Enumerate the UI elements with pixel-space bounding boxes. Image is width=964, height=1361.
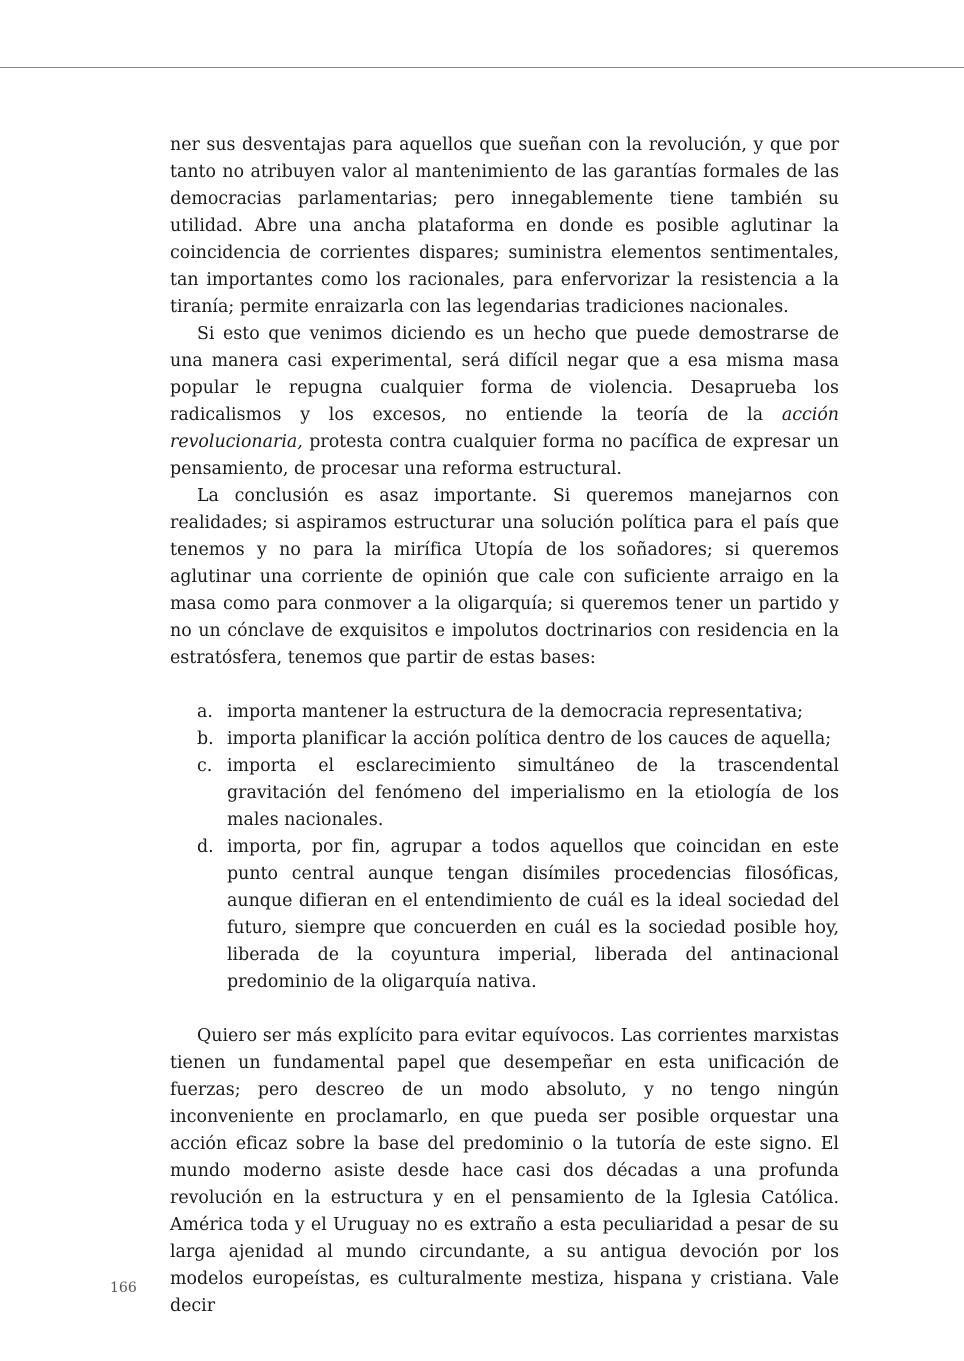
paragraph-1: ner sus desventajas para aquellos que sueñan con la revolución, y que por tanto no atribuyen valor al mantenimiento de las garantías formales de las democracias parlamentarias; pero innegablemente tiene también su utilidad. Abre una ancha plataforma en donde es posible aglutinar la coincidencia de corrientes dispares; suministra elementos sentimentales, tan importantes como los racionales, para enfervorizar la resistencia a la tiranía; permite enraizarla con las legendarias tradiciones nacionales. bbox=[170, 135, 839, 317]
paragraph-2-start: Si esto que venimos diciendo es un hecho que puede demostrarse de una manera casi experimental, será difícil negar que a esa misma masa popular le repugna cualquier forma de violencia. Desaprueba los radicalismos y los excesos, no entiende la teoría de la bbox=[170, 324, 839, 425]
header-rule bbox=[0, 67, 964, 68]
list-item bbox=[170, 699, 839, 726]
paragraph-2-italic: acción revolucionaria, bbox=[170, 405, 839, 452]
list-marker: d. bbox=[197, 837, 214, 857]
list-item-text: importa, por fin, agrupar a todos aquellos que coincidan en este punto central aunque tengan disímiles procedencias filosóficas, aunque difieran en el entendimiento de cuál es la ideal sociedad del futuro, siempre que concuerden en cuál es la sociedad posible hoy, liberada de la coyuntura imperial, liberada del antinacional predominio de la oligarquía nativa. bbox=[227, 837, 839, 992]
list-item bbox=[170, 726, 839, 753]
list-marker: c. bbox=[197, 756, 213, 776]
paragraph-3: La conclusión es asaz importante. Si queremos manejarnos con realidades; si aspiramos estructurar una solución política para el país que tenemos y no para la mirífica Utopía de los soñadores; si queremos aglutinar una corriente de opinión que cale con suficiente arraigo en la masa como para conmover a la oligarquía; si queremos tener un partido y no un cónclave de exquisitos e impolutos doctrinarios con residencia en la estratósfera, tenemos que partir de estas bases: bbox=[170, 486, 839, 668]
list-item bbox=[170, 834, 839, 996]
list-marker: a. bbox=[197, 702, 213, 722]
paragraph-4: Quiero ser más explícito para evitar equívocos. Las corrientes marxistas tienen un fundamental papel que desempeñar en esta unificación de fuerzas; pero descreo de un modo absoluto, y no tengo ningún inconveniente en proclamarlo, en que pueda ser posible orquestar una acción eficaz sobre la base del predominio o la tutoría de este signo. El mundo moderno asiste desde hace casi dos décadas a una profunda revolución en la estructura y en el pensamiento de la Iglesia Católica. América toda y el Uruguay no es extraño a esta peculiaridad a pesar de su larga ajenidad al mundo circundante, a su antigua devoción por los modelos europeístas, es culturalmente mestiza, hispana y cristiana. Vale decir bbox=[170, 1026, 839, 1316]
list-item-text: importa el esclarecimiento simultáneo de la trascendental gravitación del fenómeno del imperialismo en la etiología de los males nacionales. bbox=[227, 756, 839, 830]
list-item-text: importa mantener la estructura de la democracia representativa; bbox=[227, 702, 803, 722]
page-number: 166 bbox=[110, 1280, 137, 1296]
list-marker: b. bbox=[197, 729, 214, 749]
paragraph-2-end: protesta contra cualquier forma no pacífica de expresar un pensamiento, de procesar una reforma estructural. bbox=[170, 432, 839, 479]
body-text bbox=[170, 132, 839, 1320]
paragraph-2 bbox=[170, 321, 839, 483]
list-item bbox=[170, 753, 839, 834]
list-item-text: importa planificar la acción política dentro de los cauces de aquella; bbox=[227, 729, 832, 749]
bases-list bbox=[170, 699, 839, 996]
